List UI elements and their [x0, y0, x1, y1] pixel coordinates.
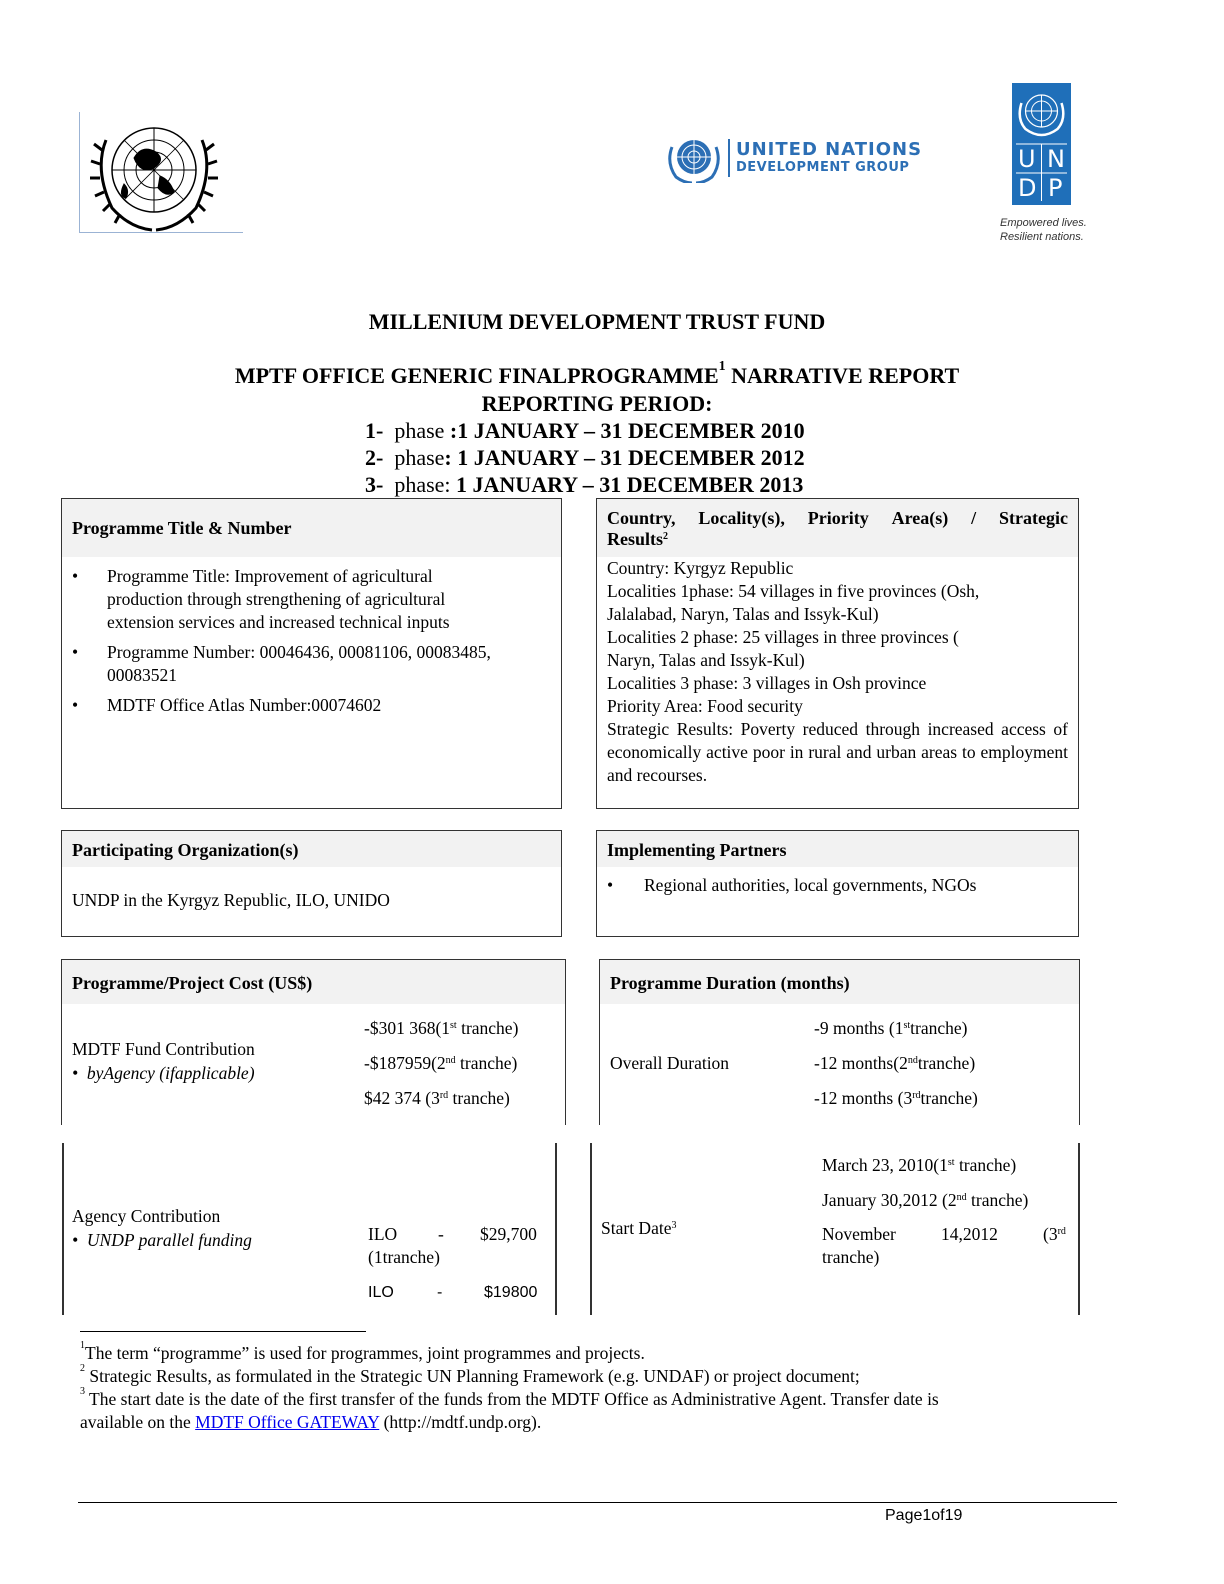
- amount: -$187959(2: [364, 1053, 446, 1073]
- ilo-row1-note: (1tranche): [368, 1247, 440, 1267]
- tranche-number: (3: [1043, 1224, 1058, 1244]
- participating-text: UNDP in the Kyrgyz Republic, ILO, UNIDO: [72, 890, 390, 910]
- report-title: [0, 359, 1194, 389]
- heading-results-word: Results: [607, 529, 664, 549]
- footnote-ref: 2: [663, 531, 669, 542]
- tranche-word: tranche): [917, 1053, 976, 1073]
- phase-dates: : 1 JANUARY – 31 DECEMBER 2012: [444, 445, 805, 470]
- report-title-suffix: NARRATIVE REPORT: [725, 363, 960, 388]
- ilo-row2-dash: -: [437, 1284, 443, 1301]
- ilo-row1-amount: $29,700: [480, 1224, 537, 1244]
- start-date-1: [822, 1154, 1016, 1177]
- page-number: Page1of19: [885, 1507, 963, 1524]
- programme-title-heading: Programme Title & Number: [62, 499, 561, 557]
- duration-tranche-2: [814, 1052, 975, 1075]
- amount: $42 374 (3: [364, 1088, 440, 1108]
- document-title: MILLENIUM DEVELOPMENT TRUST FUND: [368, 309, 826, 334]
- undg-emblem-icon: [668, 133, 722, 183]
- heading-word: Priority: [807, 508, 869, 528]
- undp-tagline-line2: Resilient nations.: [1000, 231, 1084, 243]
- country-heading-line1: [607, 508, 1068, 529]
- by-agency-label: byAgency (ifapplicable): [86, 1063, 255, 1083]
- footnote-2: [80, 1363, 860, 1387]
- overall-duration-label: Overall Duration: [610, 1053, 730, 1073]
- implementing-heading: Implementing Partners: [597, 831, 1078, 867]
- undp-letter-u: U: [1018, 145, 1036, 173]
- tranche-word: tranche): [910, 1018, 968, 1038]
- programme-cost-box: [61, 959, 566, 1125]
- undp-tagline-line1: Empowered lives.: [1000, 217, 1087, 229]
- phase-line-1: [365, 418, 805, 444]
- un-emblem-logo: [79, 112, 243, 233]
- undg-divider: [728, 139, 730, 177]
- bullet-dot: •: [72, 1063, 87, 1083]
- country-line: Country: Kyrgyz Republic: [607, 558, 794, 578]
- undp-letter-n: N: [1047, 145, 1065, 173]
- footnote-url-text: (http://mdtf.undp.org).: [379, 1412, 542, 1432]
- ilo-row1-dash: -: [438, 1224, 444, 1244]
- ordinal: rd: [1057, 1226, 1066, 1237]
- ilo-row2-amount: $19800: [484, 1284, 538, 1301]
- mdtf-contribution-label: MDTF Fund Contribution: [72, 1039, 255, 1059]
- tranche-word: tranche): [448, 1088, 510, 1108]
- tranche-word: tranche): [966, 1190, 1029, 1210]
- amount: -$301 368(1: [364, 1018, 451, 1038]
- undg-wordmark-line1: UNITED NATIONS: [736, 139, 923, 160]
- ordinal: rd: [439, 1090, 449, 1101]
- phase-line-3: [365, 472, 803, 498]
- programme-title-bullet: • Programme Title: Improvement of agricultural production through strengthening of agricultural extension services and increased technical inputs: [62, 565, 561, 634]
- ordinal: nd: [445, 1055, 456, 1066]
- localities-3-line: Localities 3 phase: 3 villages in Osh province: [607, 673, 927, 693]
- report-title-main: MPTF OFFICE GENERIC FINALPROGRAMME: [234, 363, 719, 388]
- agency-box-right-border: [555, 1143, 557, 1315]
- footnote-text: available on the: [80, 1412, 196, 1432]
- phase-number: 1-: [365, 418, 384, 443]
- footer-rule: [78, 1502, 1117, 1503]
- programme-duration-box: [599, 959, 1080, 1125]
- report-title-footnote-ref: 1: [718, 359, 726, 374]
- strategic-results-text: Strategic Results: Poverty reduced through increased access of economically active poor in rural and urban areas to employment and recourses.: [607, 719, 1068, 785]
- by-agency-bullet: [72, 1062, 255, 1085]
- programme-title-box: [61, 498, 562, 809]
- footnote-text: The start date is the date of the first transfer of the funds from the MDTF Office as Administrative Agent. Transfer date is: [85, 1389, 939, 1409]
- footnote-ref: 3: [671, 1220, 677, 1231]
- phase-label: phase:: [394, 472, 457, 497]
- undg-logo: [668, 133, 928, 183]
- start-box-right-border: [1078, 1143, 1080, 1315]
- start-date-text: Start Date: [601, 1218, 672, 1238]
- duration-tranche-1: [814, 1017, 967, 1040]
- tranche-word: tranche): [920, 1088, 978, 1108]
- phase-label: phase: [394, 445, 445, 470]
- heading-word: Country,: [607, 508, 676, 528]
- ilo-row1-org: ILO: [368, 1224, 398, 1244]
- cost-tranche-3: [364, 1087, 510, 1110]
- ordinal: st: [903, 1020, 911, 1031]
- participating-organizations-box: [61, 830, 562, 937]
- mdtf-gateway-link[interactable]: MDTF Office GATEWAY: [195, 1412, 380, 1432]
- tranche-word: tranche): [455, 1053, 518, 1073]
- tranche-word: tranche): [954, 1155, 1017, 1175]
- phase-label: phase: [394, 418, 450, 443]
- priority-area-line: Priority Area: Food security: [607, 696, 803, 716]
- implementing-bullet: • Regional authorities, local governments, NGOs: [597, 874, 1078, 897]
- phase-line-2: [365, 445, 805, 471]
- country-box: [596, 498, 1079, 809]
- start-date-2: [822, 1189, 1028, 1212]
- start-date-3-ordinal: [1043, 1223, 1066, 1246]
- start-date-3-month: November: [822, 1224, 896, 1244]
- start-date-3-day: 14,2012: [941, 1224, 998, 1244]
- bullet-dot: •: [72, 1230, 87, 1250]
- date: March 23, 2010(1: [822, 1155, 948, 1175]
- country-details: [597, 557, 1078, 787]
- cost-tranche-1: [364, 1017, 518, 1040]
- start-box-left-border: [590, 1143, 592, 1315]
- country-heading: [597, 499, 1078, 557]
- tranche-word: tranche): [456, 1018, 519, 1038]
- cost-heading: Programme/Project Cost (US$): [62, 960, 565, 1004]
- atlas-number-bullet: • MDTF Office Atlas Number:00074602: [62, 694, 561, 717]
- localities-1-line: Localities 1phase: 54 villages in five provinces (Osh,: [607, 581, 980, 601]
- undp-logo: [1012, 83, 1071, 205]
- footnote-number: 3: [80, 1386, 85, 1397]
- localities-2-line: Localities 2 phase: 25 villages in three provinces (: [607, 627, 959, 647]
- heading-word: Locality(s),: [698, 508, 785, 528]
- phase-number: 2-: [365, 445, 384, 470]
- implementing-partners-box: [596, 830, 1079, 937]
- undg-wordmark-line2: DEVELOPMENT GROUP: [736, 160, 910, 175]
- heading-word: Strategic: [999, 508, 1068, 528]
- duration-heading: Programme Duration (months): [600, 960, 1079, 1004]
- ordinal: st: [947, 1157, 955, 1168]
- phase-dates: :1 JANUARY – 31 DECEMBER 2010: [449, 418, 805, 443]
- ordinal: rd: [912, 1090, 921, 1101]
- footnote-1: [80, 1340, 645, 1364]
- duration-tranche-3: [814, 1087, 978, 1110]
- footnote-number: 2: [80, 1363, 85, 1374]
- phase-dates: 1 JANUARY – 31 DECEMBER 2013: [456, 472, 804, 497]
- agency-box-left-border: [62, 1143, 64, 1315]
- start-date-3-tranche: tranche): [822, 1247, 880, 1267]
- footnote-number: 1: [80, 1340, 85, 1351]
- footnote-text: The term “programme” is used for programmes, joint programmes and projects.: [85, 1343, 645, 1363]
- ilo-row2-org: ILO: [368, 1284, 394, 1301]
- footnote-text: Strategic Results, as formulated in the Strategic UN Planning Framework (e.g. UNDAF) or project document;: [85, 1366, 860, 1386]
- months: -12 months(2: [814, 1053, 908, 1073]
- undp-letter-d: D: [1018, 174, 1037, 202]
- ordinal: nd: [956, 1192, 967, 1203]
- programme-number-bullet: • Programme Number: 00046436, 00081106, 00083485, 00083521: [62, 641, 561, 687]
- footnote-separator: [80, 1331, 366, 1332]
- ordinal: st: [450, 1020, 457, 1031]
- undp-parallel-bullet: [72, 1229, 252, 1252]
- localities-2-line-cont: Naryn, Talas and Issyk-Kul): [607, 650, 805, 670]
- months: -9 months (1: [814, 1018, 904, 1038]
- footnote-3: [80, 1386, 939, 1410]
- reporting-period-heading: REPORTING PERIOD:: [481, 391, 713, 416]
- un-emblem-icon: [80, 112, 243, 232]
- heading-word: /: [971, 508, 977, 528]
- ordinal: nd: [907, 1055, 918, 1066]
- localities-1-line-cont: Jalalabad, Naryn, Talas and Issyk-Kul): [607, 604, 879, 624]
- undp-letter-p: P: [1048, 174, 1063, 202]
- heading-word: Area(s): [891, 508, 949, 528]
- footnote-3-continued: [80, 1412, 541, 1433]
- participating-heading: Participating Organization(s): [62, 831, 561, 867]
- months: -12 months (3: [814, 1088, 913, 1108]
- country-heading-line2: [607, 529, 1068, 550]
- undp-parallel-label: UNDP parallel funding: [86, 1230, 252, 1250]
- start-date-label: [601, 1217, 676, 1240]
- cost-tranche-2: [364, 1052, 517, 1075]
- phase-number: 3-: [365, 472, 384, 497]
- date: January 30,2012 (2: [822, 1190, 957, 1210]
- agency-contribution-label: Agency Contribution: [72, 1206, 221, 1226]
